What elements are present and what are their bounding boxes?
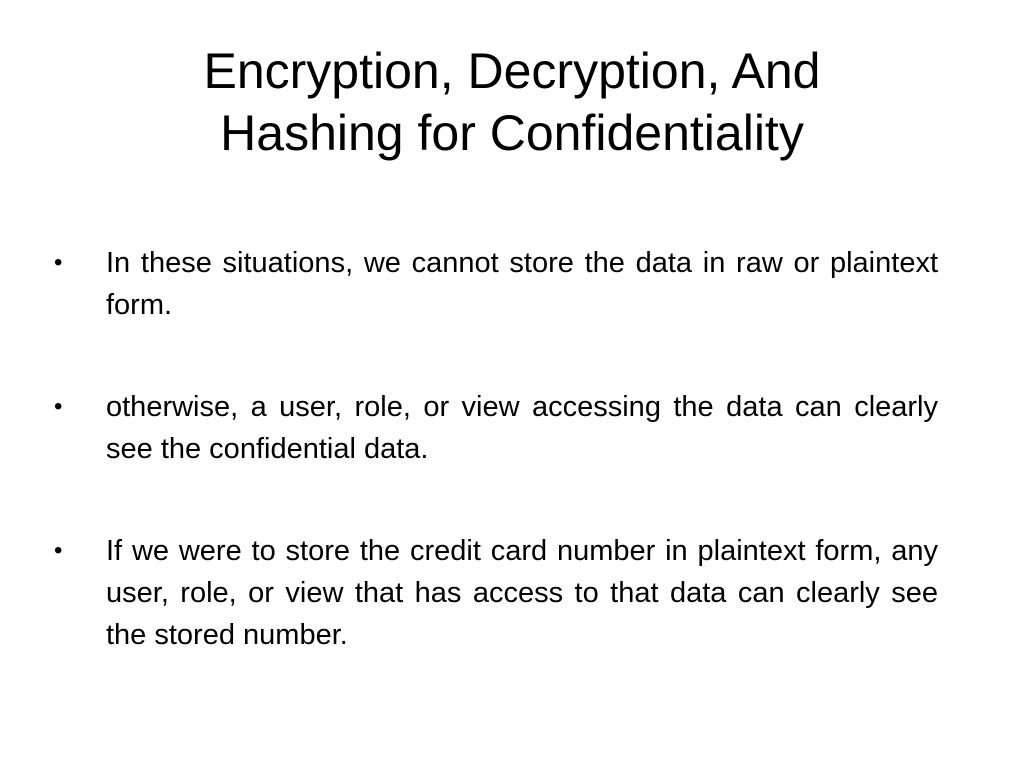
slide-title bbox=[80, 40, 944, 164]
slide-title-line-2: Hashing for Confidentiality bbox=[220, 105, 804, 161]
bullet-item bbox=[50, 242, 938, 326]
bullet-icon: • bbox=[54, 537, 63, 564]
bullet-item bbox=[50, 530, 938, 656]
bullet-icon: • bbox=[54, 393, 63, 420]
bullet-item bbox=[50, 386, 938, 470]
slide-title-line-1: Encryption, Decryption, And bbox=[203, 43, 821, 99]
bullet-icon: • bbox=[54, 249, 63, 276]
bullet-list bbox=[50, 242, 938, 656]
bullet-text: In these situations, we cannot store the data in raw or plaintext form. bbox=[106, 247, 938, 321]
bullet-text: otherwise, a user, role, or view accessing the data can clearly see the confidential data. bbox=[106, 391, 938, 465]
bullet-text: If we were to store the credit card number in plaintext form, any user, role, or view that has access to that data can clearly see the stored number. bbox=[106, 535, 938, 651]
